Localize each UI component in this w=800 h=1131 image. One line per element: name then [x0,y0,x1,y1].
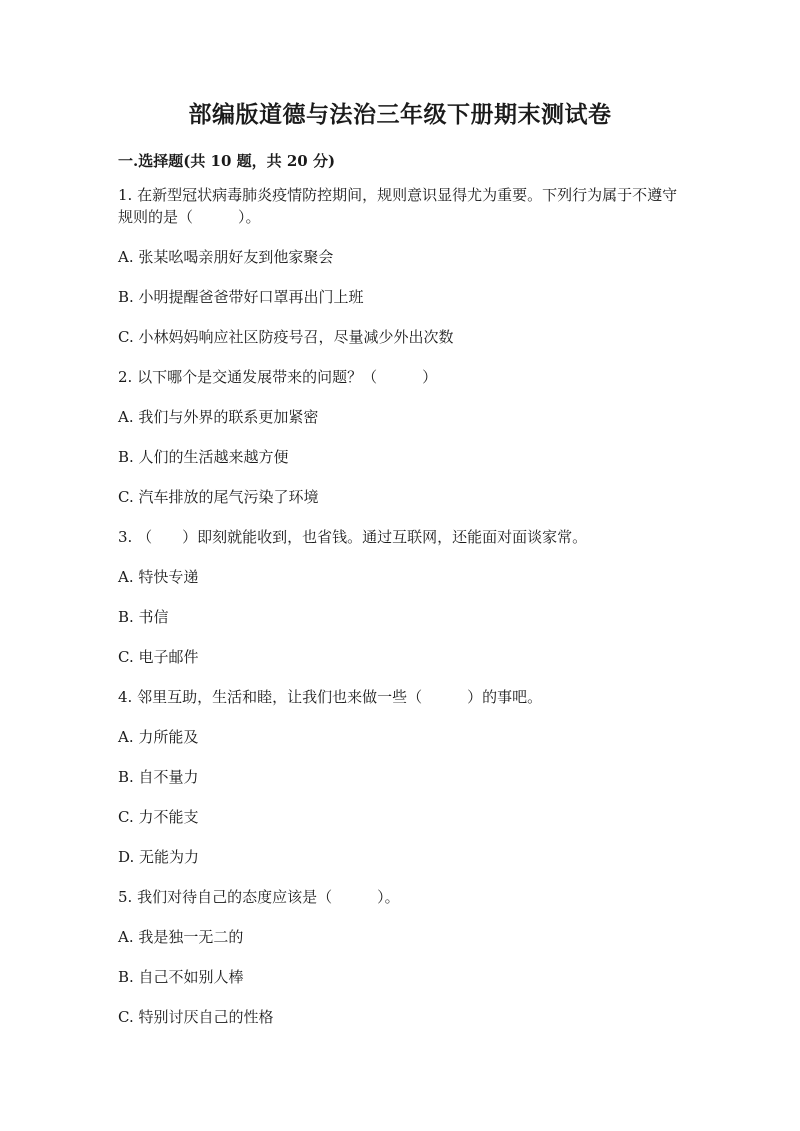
question-list [118,184,678,1046]
option-a: A. 力所能及 [118,728,199,746]
question-stem: 4. 邻里互助，生活和睦，让我们也来做一些（ ）的事吧。 [118,688,543,706]
option-c: C. 力不能支 [118,808,199,826]
question-5 [118,886,678,1028]
section-heading: 一.选择题(共 10 题，共 20 分) [118,152,336,170]
option-b: B. 自不量力 [118,768,199,786]
option-c: C. 汽车排放的尾气污染了环境 [118,488,319,506]
option-c: C. 电子邮件 [118,648,199,666]
option-a: A. 张某吆喝亲朋好友到他家聚会 [118,248,334,266]
option-a: A. 特快专递 [118,568,199,586]
question-stem: 2. 以下哪个是交通发展带来的问题？（ ） [118,368,438,386]
option-a: A. 我是独一无二的 [118,928,244,946]
question-3 [118,526,678,668]
question-2 [118,366,678,508]
option-c: C. 小林妈妈响应社区防疫号召，尽量减少外出次数 [118,328,454,346]
page-title: 部编版道德与法治三年级下册期末测试卷 [188,101,612,128]
option-b: B. 书信 [118,608,169,626]
question-1 [118,184,678,348]
option-b: B. 人们的生活越来越方便 [118,448,289,466]
option-a: A. 我们与外界的联系更加紧密 [118,408,319,426]
option-d: D. 无能为力 [118,848,200,866]
question-stem: 5. 我们对待自己的态度应该是（ ）。 [118,888,400,906]
option-c: C. 特别讨厌自己的性格 [118,1008,274,1026]
question-4 [118,686,678,868]
question-stem: 3. （ ）即刻就能收到，也省钱。通过互联网，还能面对面谈家常。 [118,528,588,546]
option-b: B. 小明提醒爸爸带好口罩再出门上班 [118,288,364,306]
option-b: B. 自己不如别人棒 [118,968,244,986]
question-stem: 1. 在新型冠状病毒肺炎疫情防控期间，规则意识显得尤为重要。下列行为属于不遵守规则的是（ ）。 [118,186,678,226]
